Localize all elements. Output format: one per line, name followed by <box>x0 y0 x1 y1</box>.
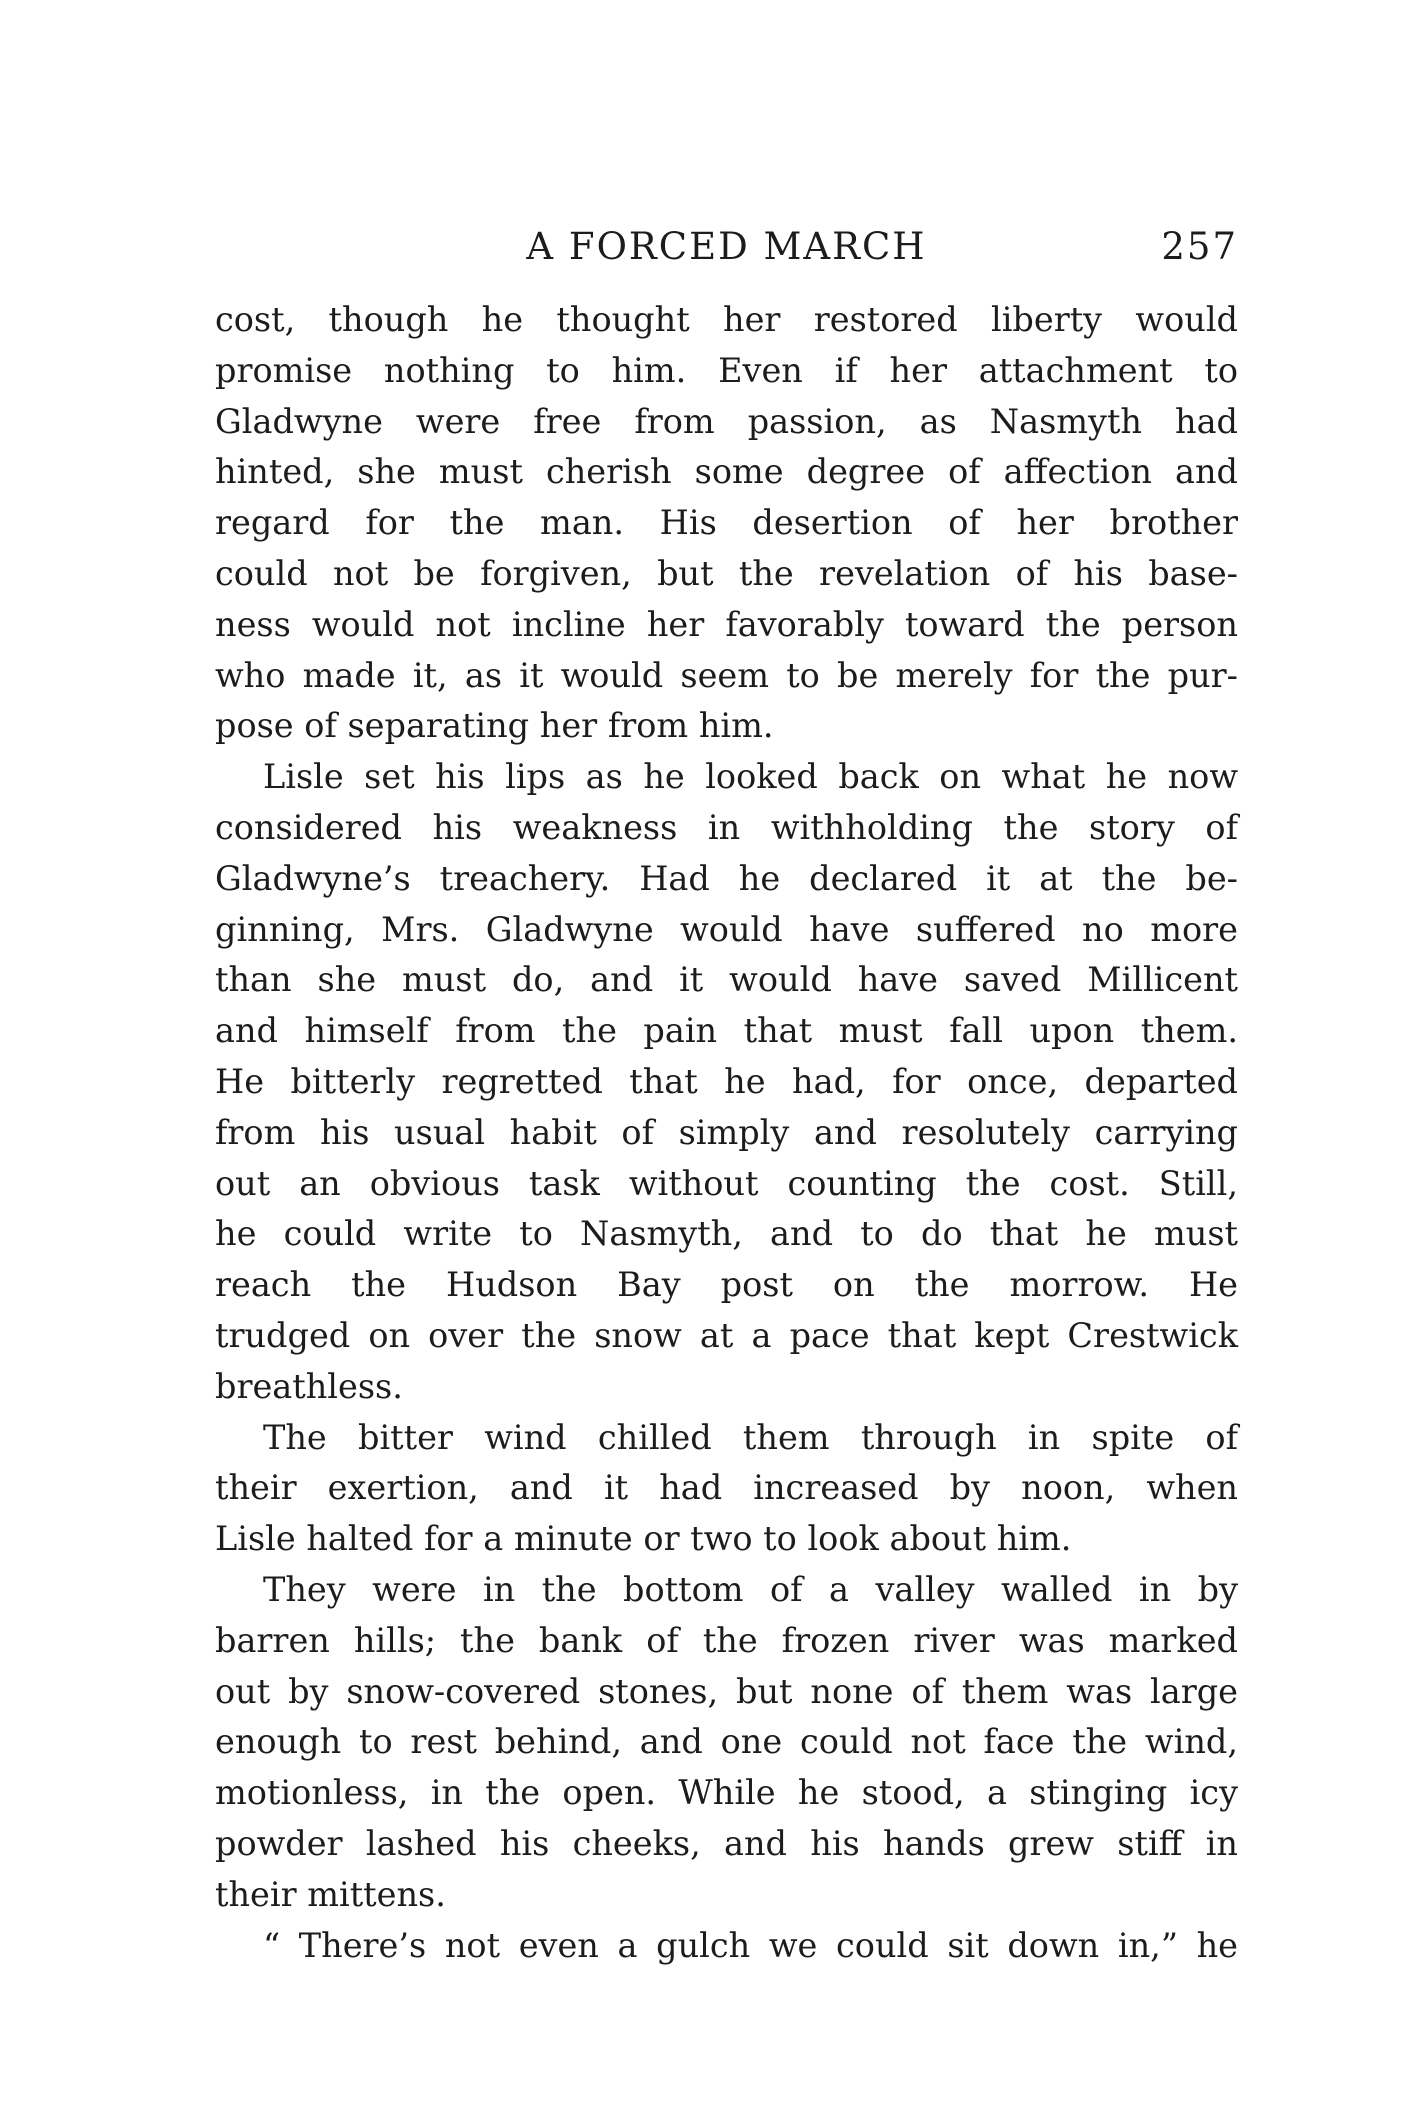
text-line: than she must do, and it would have saved Millicent <box>215 960 1238 1000</box>
running-head <box>215 225 1238 285</box>
text-line: motionless, in the open. While he stood, a stinging icy <box>215 1773 1238 1813</box>
text-line: powder lashed his cheeks, and his hands grew stiff in <box>215 1823 1238 1863</box>
text-line: promise nothing to him. Even if her attachment to <box>215 350 1238 390</box>
text-line: out an obvious task without counting the cost. Still, <box>215 1163 1238 1203</box>
paragraph <box>215 1565 1238 1921</box>
text-line: Lisle set his lips as he looked back on what he now <box>263 757 1238 797</box>
page-number: 257 <box>1161 225 1238 268</box>
text-line: “ There’s not even a gulch we could sit down in,” he <box>263 1925 1238 1965</box>
chapter-title: A FORCED MARCH <box>526 225 927 268</box>
text-line: he could write to Nasmyth, and to do that he must <box>215 1214 1238 1254</box>
text-line: Gladwyne’s treachery. Had he declared it at the be- <box>215 858 1238 898</box>
text-line: from his usual habit of simply and resolutely carrying <box>215 1112 1238 1152</box>
text-line: barren hills; the bank of the frozen river was marked <box>215 1620 1238 1660</box>
text-line: regard for the man. His desertion of her brother <box>215 503 1238 543</box>
text-line: trudged on over the snow at a pace that kept Crestwick <box>215 1315 1238 1355</box>
text-line: out by snow-covered stones, but none of them was large <box>215 1671 1238 1711</box>
body-text <box>215 295 1238 1971</box>
text-line: Lisle halted for a minute or two to look about him. <box>215 1519 1072 1559</box>
text-line: could not be forgiven, but the revelation of his base- <box>215 553 1238 593</box>
text-line: who made it, as it would seem to be merely for the pur- <box>215 655 1238 695</box>
text-line: breathless. <box>215 1366 403 1406</box>
text-line: enough to rest behind, and one could not face the wind, <box>215 1722 1238 1762</box>
text-line: The bitter wind chilled them through in spite of <box>263 1417 1238 1457</box>
text-line: ness would not incline her favorably toward the person <box>215 604 1238 644</box>
paragraph <box>215 752 1238 1412</box>
text-line: pose of separating her from him. <box>215 706 774 746</box>
text-line: Gladwyne were free from passion, as Nasmyth had <box>215 401 1238 441</box>
text-line: They were in the bottom of a valley walled in by <box>263 1569 1238 1609</box>
text-line: their mittens. <box>215 1874 446 1914</box>
text-line: considered his weakness in withholding the story of <box>215 807 1238 847</box>
text-line: and himself from the pain that must fall upon them. <box>215 1011 1238 1051</box>
paragraph <box>215 1921 1238 1972</box>
paragraph <box>215 295 1238 752</box>
text-line: their exertion, and it had increased by noon, when <box>215 1468 1238 1508</box>
text-line: reach the Hudson Bay post on the morrow. He <box>215 1265 1238 1305</box>
paragraph <box>215 1413 1238 1565</box>
text-line: cost, though he thought her restored liberty would <box>215 300 1238 339</box>
book-page <box>215 225 1238 1971</box>
text-line: He bitterly regretted that he had, for once, departed <box>215 1061 1238 1101</box>
text-line: ginning, Mrs. Gladwyne would have suffered no more <box>215 909 1238 949</box>
text-line: hinted, she must cherish some degree of affection and <box>215 452 1238 492</box>
